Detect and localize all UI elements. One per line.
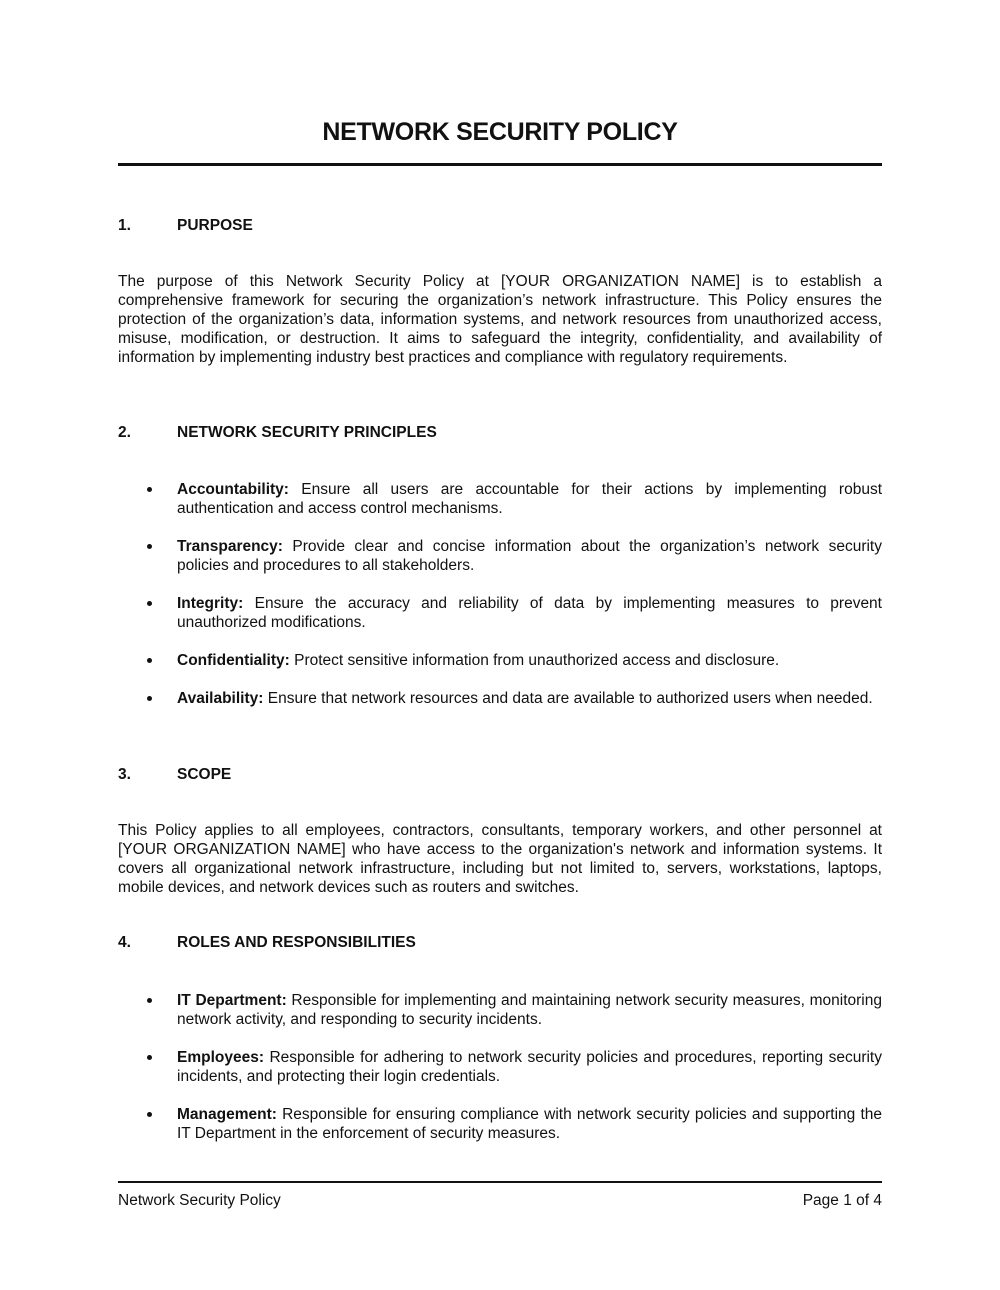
bullet-icon xyxy=(147,544,152,549)
description: Responsible for implementing and maintaining network security measures, monitoring network activity, and responding to security incidents. xyxy=(177,992,882,1028)
section-heading-principles xyxy=(118,423,882,442)
document-title: NETWORK SECURITY POLICY xyxy=(322,118,678,146)
section-title: NETWORK SECURITY PRINCIPLES xyxy=(177,424,437,441)
title-divider xyxy=(118,163,882,166)
term: Integrity: xyxy=(177,595,244,612)
section-heading-scope xyxy=(118,765,882,784)
section-title: SCOPE xyxy=(177,766,232,783)
description: Ensure that network resources and data are available to authorized users when needed. xyxy=(263,690,873,707)
footer-document-name: Network Security Policy xyxy=(118,1192,281,1209)
section-heading-roles xyxy=(118,933,882,952)
bullet-icon xyxy=(147,1112,152,1117)
description: Ensure the accuracy and reliability of data by implementing measures to prevent unauthorized modifications. xyxy=(177,595,882,631)
section-number: 1. xyxy=(118,217,131,234)
bullet-icon xyxy=(147,487,152,492)
bullet-icon xyxy=(147,601,152,606)
page-footer xyxy=(118,1191,882,1210)
description: Ensure all users are accountable for their actions by implementing robust authentication and access control mechanisms. xyxy=(177,481,882,517)
term: Accountability: xyxy=(177,481,289,498)
term: Confidentiality: xyxy=(177,652,290,669)
page-number: Page 1 of 4 xyxy=(802,1192,882,1209)
bullet-icon xyxy=(147,998,152,1003)
footer-divider xyxy=(118,1181,882,1183)
scope-paragraph: This Policy applies to all employees, contractors, consultants, temporary workers, and other personnel at [YOUR ORGANIZATION NAME] who have access to the organization's network and information systems. It covers all organizational network infrastructure, including but not limited to, servers, workstations, laptops, mobile devices, and network devices such as routers and switches. xyxy=(118,822,882,896)
section-number: 3. xyxy=(118,766,131,783)
bullet-icon xyxy=(147,658,152,663)
list-item-accountability xyxy=(177,480,882,518)
list-item-it-department xyxy=(177,991,882,1029)
section-heading-purpose xyxy=(118,216,882,235)
list-item-employees xyxy=(177,1048,882,1086)
term: Management: xyxy=(177,1106,277,1123)
description: Protect sensitive information from unauthorized access and disclosure. xyxy=(289,652,780,669)
term: IT Department: xyxy=(177,992,287,1009)
section-title: PURPOSE xyxy=(177,217,253,234)
section-number: 4. xyxy=(118,934,131,951)
list-item-availability xyxy=(177,689,882,708)
list-item-integrity xyxy=(177,594,882,632)
list-item-management xyxy=(177,1105,882,1143)
section-title: ROLES AND RESPONSIBILITIES xyxy=(177,934,416,951)
term: Employees: xyxy=(177,1049,265,1066)
description: Provide clear and concise information about the organization’s network security policies and procedures to all stakeholders. xyxy=(177,538,882,574)
bullet-icon xyxy=(147,1055,152,1060)
section-number: 2. xyxy=(118,424,131,441)
description: Responsible for adhering to network security policies and procedures, reporting security incidents, and protecting their login credentials. xyxy=(177,1049,882,1085)
purpose-paragraph: The purpose of this Network Security Policy at [YOUR ORGANIZATION NAME] is to establish a comprehensive framework for securing the organization’s network infrastructure. This Policy ensures the protection of the organization’s data, information systems, and network resources from unauthorized access, misuse, modification, or destruction. It aims to safeguard the integrity, confidentiality, and availability of information by implementing industry best practices and compliance with regulatory requirements. xyxy=(118,273,882,366)
description: Responsible for ensuring compliance with network security policies and supporting the IT Department in the enforcement of security measures. xyxy=(177,1106,882,1142)
bullet-icon xyxy=(147,696,152,701)
term: Availability: xyxy=(177,690,264,707)
list-item-confidentiality xyxy=(177,651,882,670)
list-item-transparency xyxy=(177,537,882,575)
term: Transparency: xyxy=(177,538,283,555)
